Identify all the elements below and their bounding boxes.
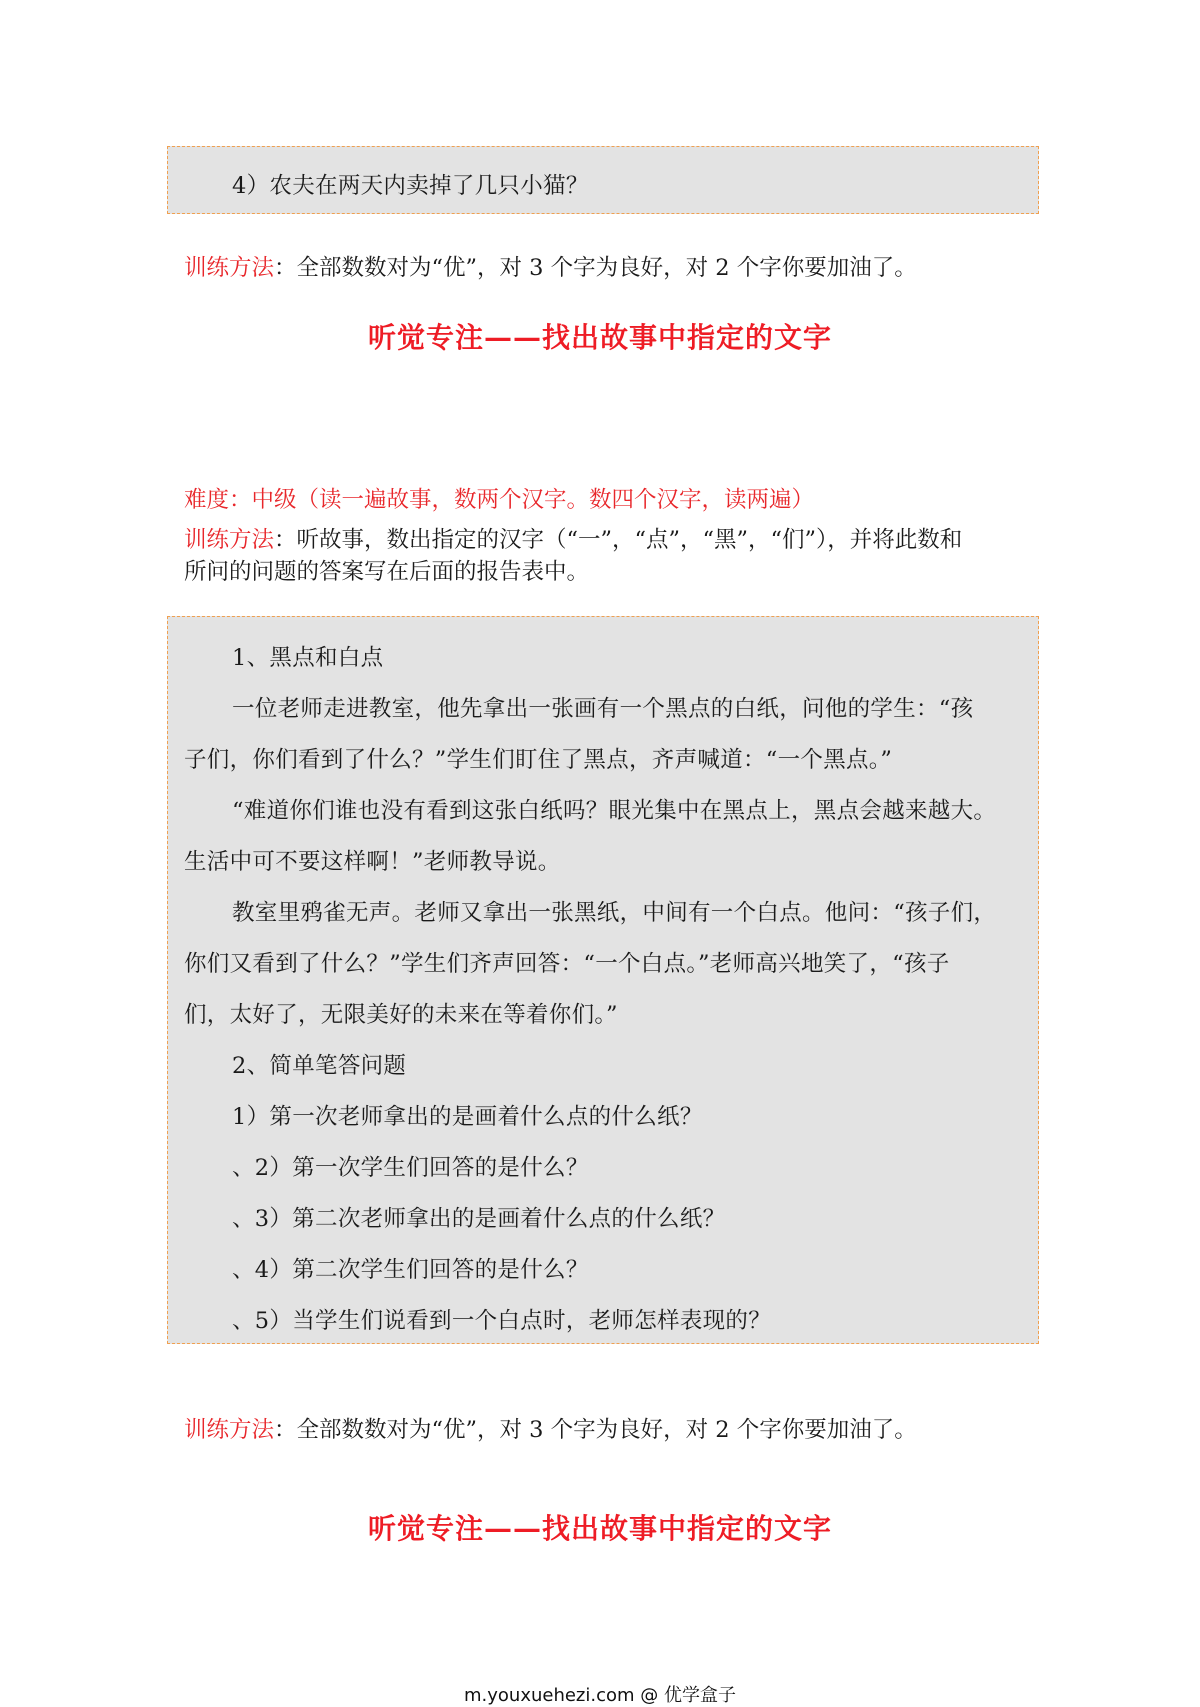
section-heading-2: 听觉专注——找出故事中指定的文字	[367, 1512, 832, 1545]
question-item: 、3）第二次老师拿出的是画着什么点的什么纸？	[232, 1206, 726, 1232]
story-line: 一位老师走进教室，他先拿出一张画有一个黑点的白纸，问他的学生：“孩	[232, 696, 974, 722]
question-item: 1）第一次老师拿出的是画着什么点的什么纸？	[232, 1104, 703, 1130]
page-footer: m.youxuehezi.com @ 优学盒子	[463, 1685, 736, 1706]
question-item: 、2）第一次学生们回答的是什么？	[232, 1155, 589, 1181]
training-method-text: ：听故事，数出指定的汉字（“一”，“点”，“黑”，“们”），并将此数和	[274, 527, 963, 553]
training-method-label: 训练方法	[184, 1417, 275, 1443]
difficulty-line: 难度：中级（读一遍故事，数两个汉字。数四个汉字，读两遍）	[184, 487, 815, 513]
story-line: 们，太好了，无限美好的未来在等着你们。”	[184, 1002, 618, 1028]
training-method-3	[184, 1412, 917, 1444]
story-line: 你们又看到了什么？”学生们齐声回答：“一个白点。”老师高兴地笑了，“孩子	[184, 951, 950, 977]
story-line: 教室里鸦雀无声。老师又拿出一张黑纸，中间有一个白点。他问：“孩子们，	[232, 900, 997, 926]
training-method-text: ：全部数数对为“优”，对 3 个字为良好，对 2 个字你要加油了。	[274, 1417, 917, 1443]
question-item: 、5）当学生们说看到一个白点时，老师怎样表现的？	[232, 1308, 772, 1334]
question-item: 、4）第二次学生们回答的是什么？	[232, 1257, 589, 1283]
question-4: 4）农夫在两天内卖掉了几只小猫？	[232, 173, 589, 199]
questions-title: 2、简单笔答问题	[232, 1053, 407, 1079]
training-method-2-cont: 所问的问题的答案写在后面的报告表中。	[184, 559, 590, 585]
story-line: “难道你们谁也没有看到这张白纸吗？眼光集中在黑点上，黑点会越来越大。	[232, 798, 997, 824]
training-method-1	[184, 250, 917, 282]
training-method-2	[184, 522, 962, 554]
section-heading-1: 听觉专注——找出故事中指定的文字	[367, 321, 832, 354]
training-method-text: ：全部数数对为“优”，对 3 个字为良好，对 2 个字你要加油了。	[274, 255, 917, 281]
story-line: 子们，你们看到了什么？”学生们盯住了黑点，齐声喊道：“一个黑点。”	[184, 747, 893, 773]
training-method-label: 训练方法	[184, 255, 275, 281]
training-method-label: 训练方法	[184, 527, 275, 553]
story-title: 1、黑点和白点	[232, 645, 384, 671]
story-line: 生活中可不要这样啊！”老师教导说。	[184, 849, 561, 875]
